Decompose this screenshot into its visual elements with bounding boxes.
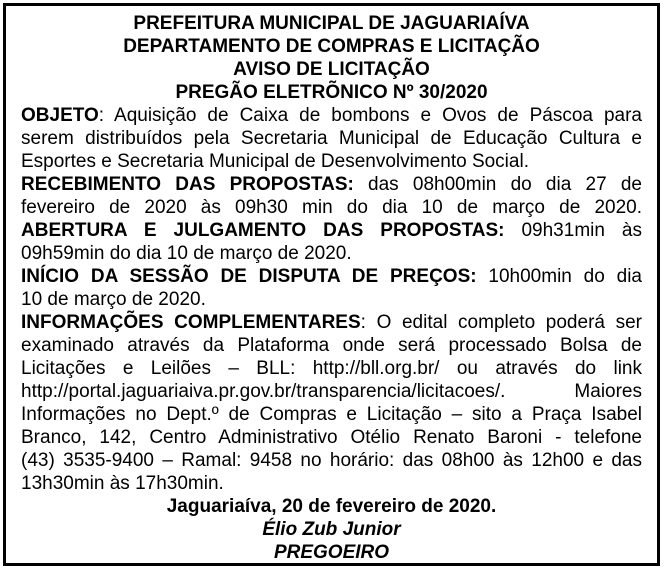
recebimento-line-1 [21,173,642,196]
objeto-line-1 [21,104,642,127]
informacoes-line-3 [21,357,642,380]
document-border-frame [3,3,660,566]
recebimento-line-1-seg-0: RECEBIMENTO DAS PROPOSTAS: [21,174,354,195]
abertura-line-2-seg-0: 09h59min do dia 10 de março de 2020. [21,243,352,264]
auction-number-line-seg-0: PREGÃO ELETRÕNICO Nº 30/2020 [175,82,488,103]
signer-role-line [21,541,642,564]
abertura-line-1-seg-0: ABERTURA E JULGAMENTO DAS PROPOSTAS: [21,220,505,241]
informacoes-line-1 [21,311,642,334]
inicio-sessao-line-1 [21,265,642,288]
objeto-line-1-seg-1: : Aquisição de Caixa de bombons e Ovos de Páscoa para [98,105,642,126]
dept-title-line [21,35,642,58]
informacoes-line-7 [21,449,642,472]
auction-number-line [21,81,642,104]
abertura-line-1 [21,219,642,242]
informacoes-line-6 [21,426,642,449]
signer-role-line-seg-0: PREGOEIRO [273,542,390,563]
inicio-sessao-line-1-seg-0: INÍCIO DA SESSÃO DE DISPUTA DE PREÇOS: [21,266,477,287]
informacoes-line-1-seg-1: : O edital completo poderá ser [360,312,643,333]
org-title-line-seg-0: PREFEITURA MUNICIPAL DE JAGUARIAÍVA [133,13,530,34]
abertura-line-2 [21,242,642,265]
informacoes-line-1-seg-0: INFORMAÇÕES COMPLEMENTARES [21,312,361,333]
signer-name-line [21,518,642,541]
informacoes-line-4-seg-0: http://portal.jaguariaiva.pr.gov.br/transparencia/licitacoes/. Maiores [21,381,642,402]
date-line-seg-0: Jaguariaíva, 20 de fevereiro de 2020. [166,496,497,517]
recebimento-line-1-seg-1: das 08h00min do dia 27 de [353,174,642,195]
objeto-line-2-seg-0: serem distribuídos pela Secretaria Municipal de Educação Cultura e [21,128,642,149]
notice-type-line-seg-0: AVISO DE LICITAÇÃO [233,59,430,80]
informacoes-line-2 [21,334,642,357]
informacoes-line-8 [21,472,642,495]
signer-name-line-seg-0: Élio Zub Junior [262,519,401,540]
recebimento-line-2-seg-0: fevereiro de 2020 às 09h30 min do dia 10 de março de 2020. [21,197,642,218]
inicio-sessao-line-2-seg-0: 10 de março de 2020. [21,289,206,310]
objeto-line-3-seg-0: Esportes e Secretaria Municipal de Desenvolvimento Social. [21,151,529,172]
informacoes-line-4 [21,380,642,403]
inicio-sessao-line-2 [21,288,642,311]
inicio-sessao-line-1-seg-1: 10h00min do dia [476,266,642,287]
recebimento-line-2 [21,196,642,219]
objeto-line-1-seg-0: OBJETO [21,105,99,126]
abertura-line-1-seg-1: 09h31min às [504,220,642,241]
informacoes-line-7-seg-0: (43) 3535-9400 – Ramal: 9458 no horário: das 08h00 às 12h00 e das [21,450,642,471]
org-title-line [21,12,642,35]
objeto-line-2 [21,127,642,150]
informacoes-line-5 [21,403,642,426]
informacoes-line-5-seg-0: Informações no Dept.º de Compras e Licitação – sito a Praça Isabel [21,404,642,425]
informacoes-line-8-seg-0: 13h30min às 17h30min. [21,473,224,494]
informacoes-line-2-seg-0: examinado através da Plataforma onde será processado Bolsa de [21,335,642,356]
notice-document [6,6,657,564]
date-line [21,495,642,518]
informacoes-line-6-seg-0: Branco, 142, Centro Administrativo Otélio Renato Baroni - telefone [21,427,642,448]
informacoes-line-3-seg-0: Licitações e Leilões – BLL: http://bll.org.br/ ou através do link [21,358,642,379]
notice-type-line [21,58,642,81]
dept-title-line-seg-0: DEPARTAMENTO DE COMPRAS E LICITAÇÃO [123,36,540,57]
objeto-line-3 [21,150,642,173]
